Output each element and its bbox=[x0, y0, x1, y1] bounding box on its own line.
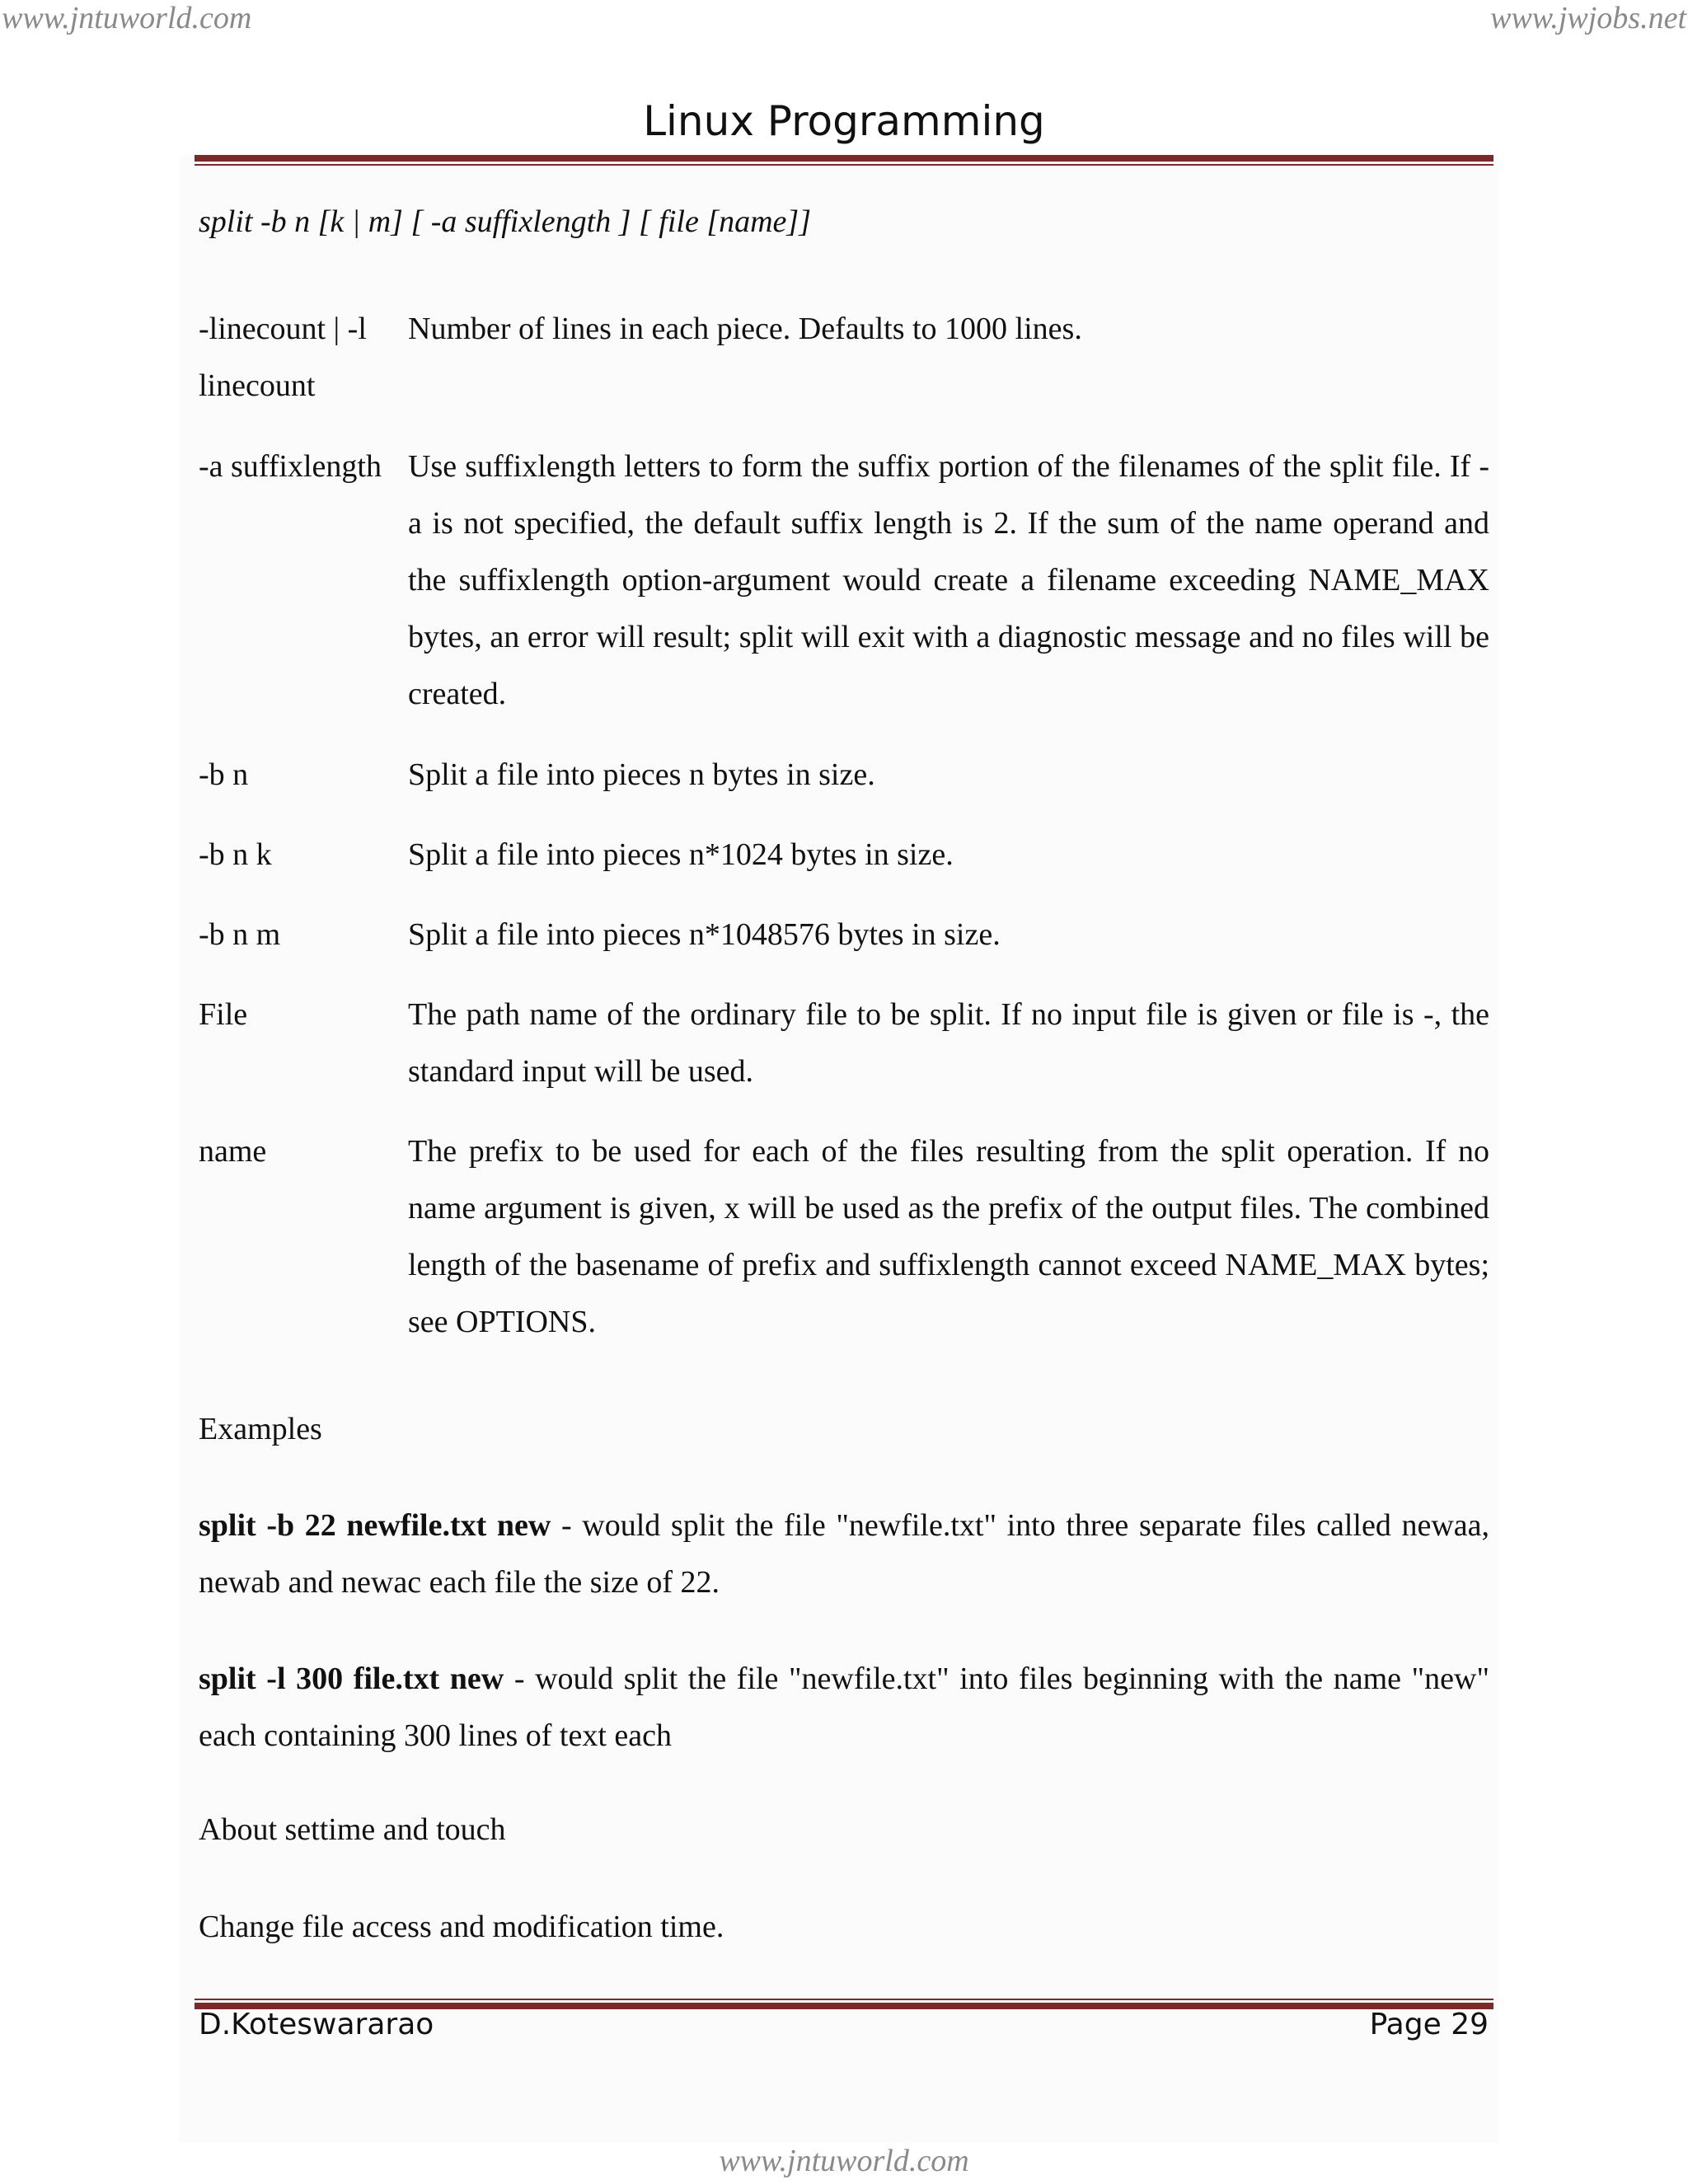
option-row bbox=[199, 438, 1489, 723]
option-name: -b n k bbox=[199, 837, 272, 872]
page-header-title: Linux Programming bbox=[643, 97, 1045, 145]
watermark-bottom: www.jntuworld.com bbox=[719, 2144, 969, 2178]
option-name: File bbox=[199, 997, 248, 1032]
split-syntax: split -b n [k | m] [ -a suffixlength ] [ file [name]] bbox=[199, 204, 811, 239]
footer-author: D.Koteswararao bbox=[199, 2008, 434, 2041]
footer-page-number: Page 29 bbox=[1369, 2008, 1489, 2041]
option-description: Use suffixlength letters to form the suffix portion of the filenames of the split file. If -a is not specified, the default suffix length is 2. If the sum of the name operand and the suffixlength option-argument would create a filename exceeding NAME_MAX bytes, an error will result; split will exit with a diagnostic message and no files will be created. bbox=[408, 449, 1489, 711]
option-name: -b n m bbox=[199, 917, 281, 952]
examples-heading: Examples bbox=[199, 1412, 322, 1446]
option-row bbox=[199, 907, 1489, 963]
option-description: The prefix to be used for each of the files resulting from the split operation. If no name argument is given, x will be used as the prefix of the output files. The combined length of the basename of prefix and suffixlength cannot exceed NAME_MAX bytes; see OPTIONS. bbox=[408, 1134, 1489, 1339]
watermark-top-right: www.jwjobs.net bbox=[1490, 1, 1686, 35]
option-description: Split a file into pieces n*1048576 bytes in size. bbox=[408, 917, 1001, 952]
option-row bbox=[199, 987, 1489, 1100]
about-settime-touch: About settime and touch bbox=[199, 1812, 506, 1847]
example-1 bbox=[199, 1497, 1489, 1611]
option-description: Split a file into pieces n*1024 bytes in size. bbox=[408, 837, 954, 872]
option-row bbox=[199, 1123, 1489, 1351]
option-description: The path name of the ordinary file to be split. If no input file is given or file is -, the standard input will be used. bbox=[408, 997, 1489, 1089]
option-description: Number of lines in each piece. Defaults to 1000 lines. bbox=[408, 312, 1082, 346]
example-1-command: split -b 22 newfile.txt new bbox=[199, 1508, 551, 1543]
example-2 bbox=[199, 1651, 1489, 1765]
option-name: -linecount | -l linecount bbox=[199, 312, 367, 403]
example-2-text: - would split the file "newfile.txt" into files beginning with the name "new" each containing 300 lines of text each bbox=[199, 1661, 1489, 1753]
option-row bbox=[199, 827, 1489, 883]
option-name: -b n bbox=[199, 757, 249, 792]
change-time-text: Change file access and modification time. bbox=[199, 1910, 724, 1944]
option-row bbox=[199, 747, 1489, 804]
watermark-top-left: www.jntuworld.com bbox=[2, 1, 252, 35]
example-1-text: - would split the file "newfile.txt" into three separate files called newaa, newab and newac each file the size of 22. bbox=[199, 1508, 1489, 1600]
option-row bbox=[199, 301, 1489, 415]
option-description: Split a file into pieces n bytes in size. bbox=[408, 757, 875, 792]
option-name: name bbox=[199, 1134, 267, 1169]
header-rule bbox=[195, 155, 1493, 166]
example-2-command: split -l 300 file.txt new bbox=[199, 1661, 504, 1696]
option-name: -a suffixlength bbox=[199, 449, 382, 484]
